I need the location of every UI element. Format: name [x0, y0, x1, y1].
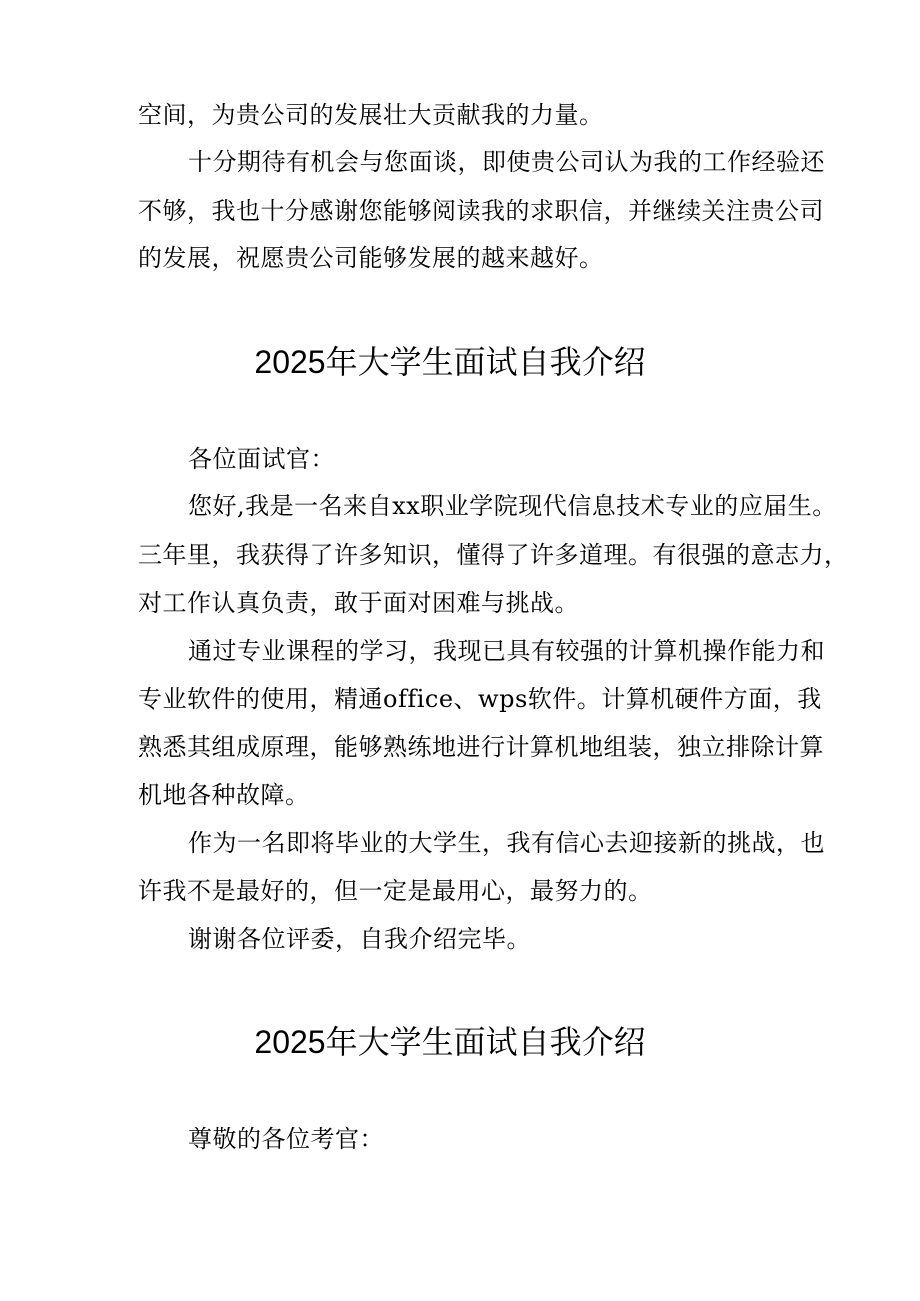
paragraph-line: 作为一名即将毕业的大学生，我有信心去迎接新的挑战，也: [188, 829, 825, 857]
section-title: 2025年大学生面试自我介绍: [254, 1024, 646, 1060]
paragraph-line: 的发展，祝愿贵公司能够发展的越来越好。: [138, 244, 604, 272]
paragraph-line: 机地各种故障。: [138, 781, 310, 809]
paragraph-line: 不够，我也十分感谢您能够阅读我的求职信，并继续关注贵公司: [138, 197, 824, 225]
paragraph-line: 熟悉其组成原理，能够熟练地进行计算机地组装，独立排除计算: [138, 733, 824, 761]
paragraph-line: 谢谢各位评委，自我介绍完毕。: [188, 925, 531, 953]
paragraph-line: 通过专业课程的学习，我现已具有较强的计算机操作能力和: [188, 637, 825, 665]
paragraph-line: 您好,我是一名来自xx职业学院现代信息技术专业的应届生。: [188, 492, 837, 520]
paragraph-line: 许我不是最好的，但一定是最用心，最努力的。: [138, 877, 653, 905]
salutation: 尊敬的各位考官：: [188, 1125, 384, 1153]
paragraph-line: 空间，为贵公司的发展壮大贡献我的力量。: [138, 101, 604, 129]
paragraph-line: 三年里，我获得了许多知识，懂得了许多道理。有很强的意志力，: [138, 541, 849, 569]
paragraph-line: 对工作认真负责，敢于面对困难与挑战。: [138, 589, 579, 617]
salutation: 各位面试官：: [188, 445, 335, 473]
paragraph-line: 十分期待有机会与您面谈，即使贵公司认为我的工作经验还: [188, 148, 825, 176]
section-title: 2025年大学生面试自我介绍: [254, 344, 646, 380]
paragraph-line: 专业软件的使用，精通office、wps软件。计算机硬件方面，我: [138, 685, 822, 713]
